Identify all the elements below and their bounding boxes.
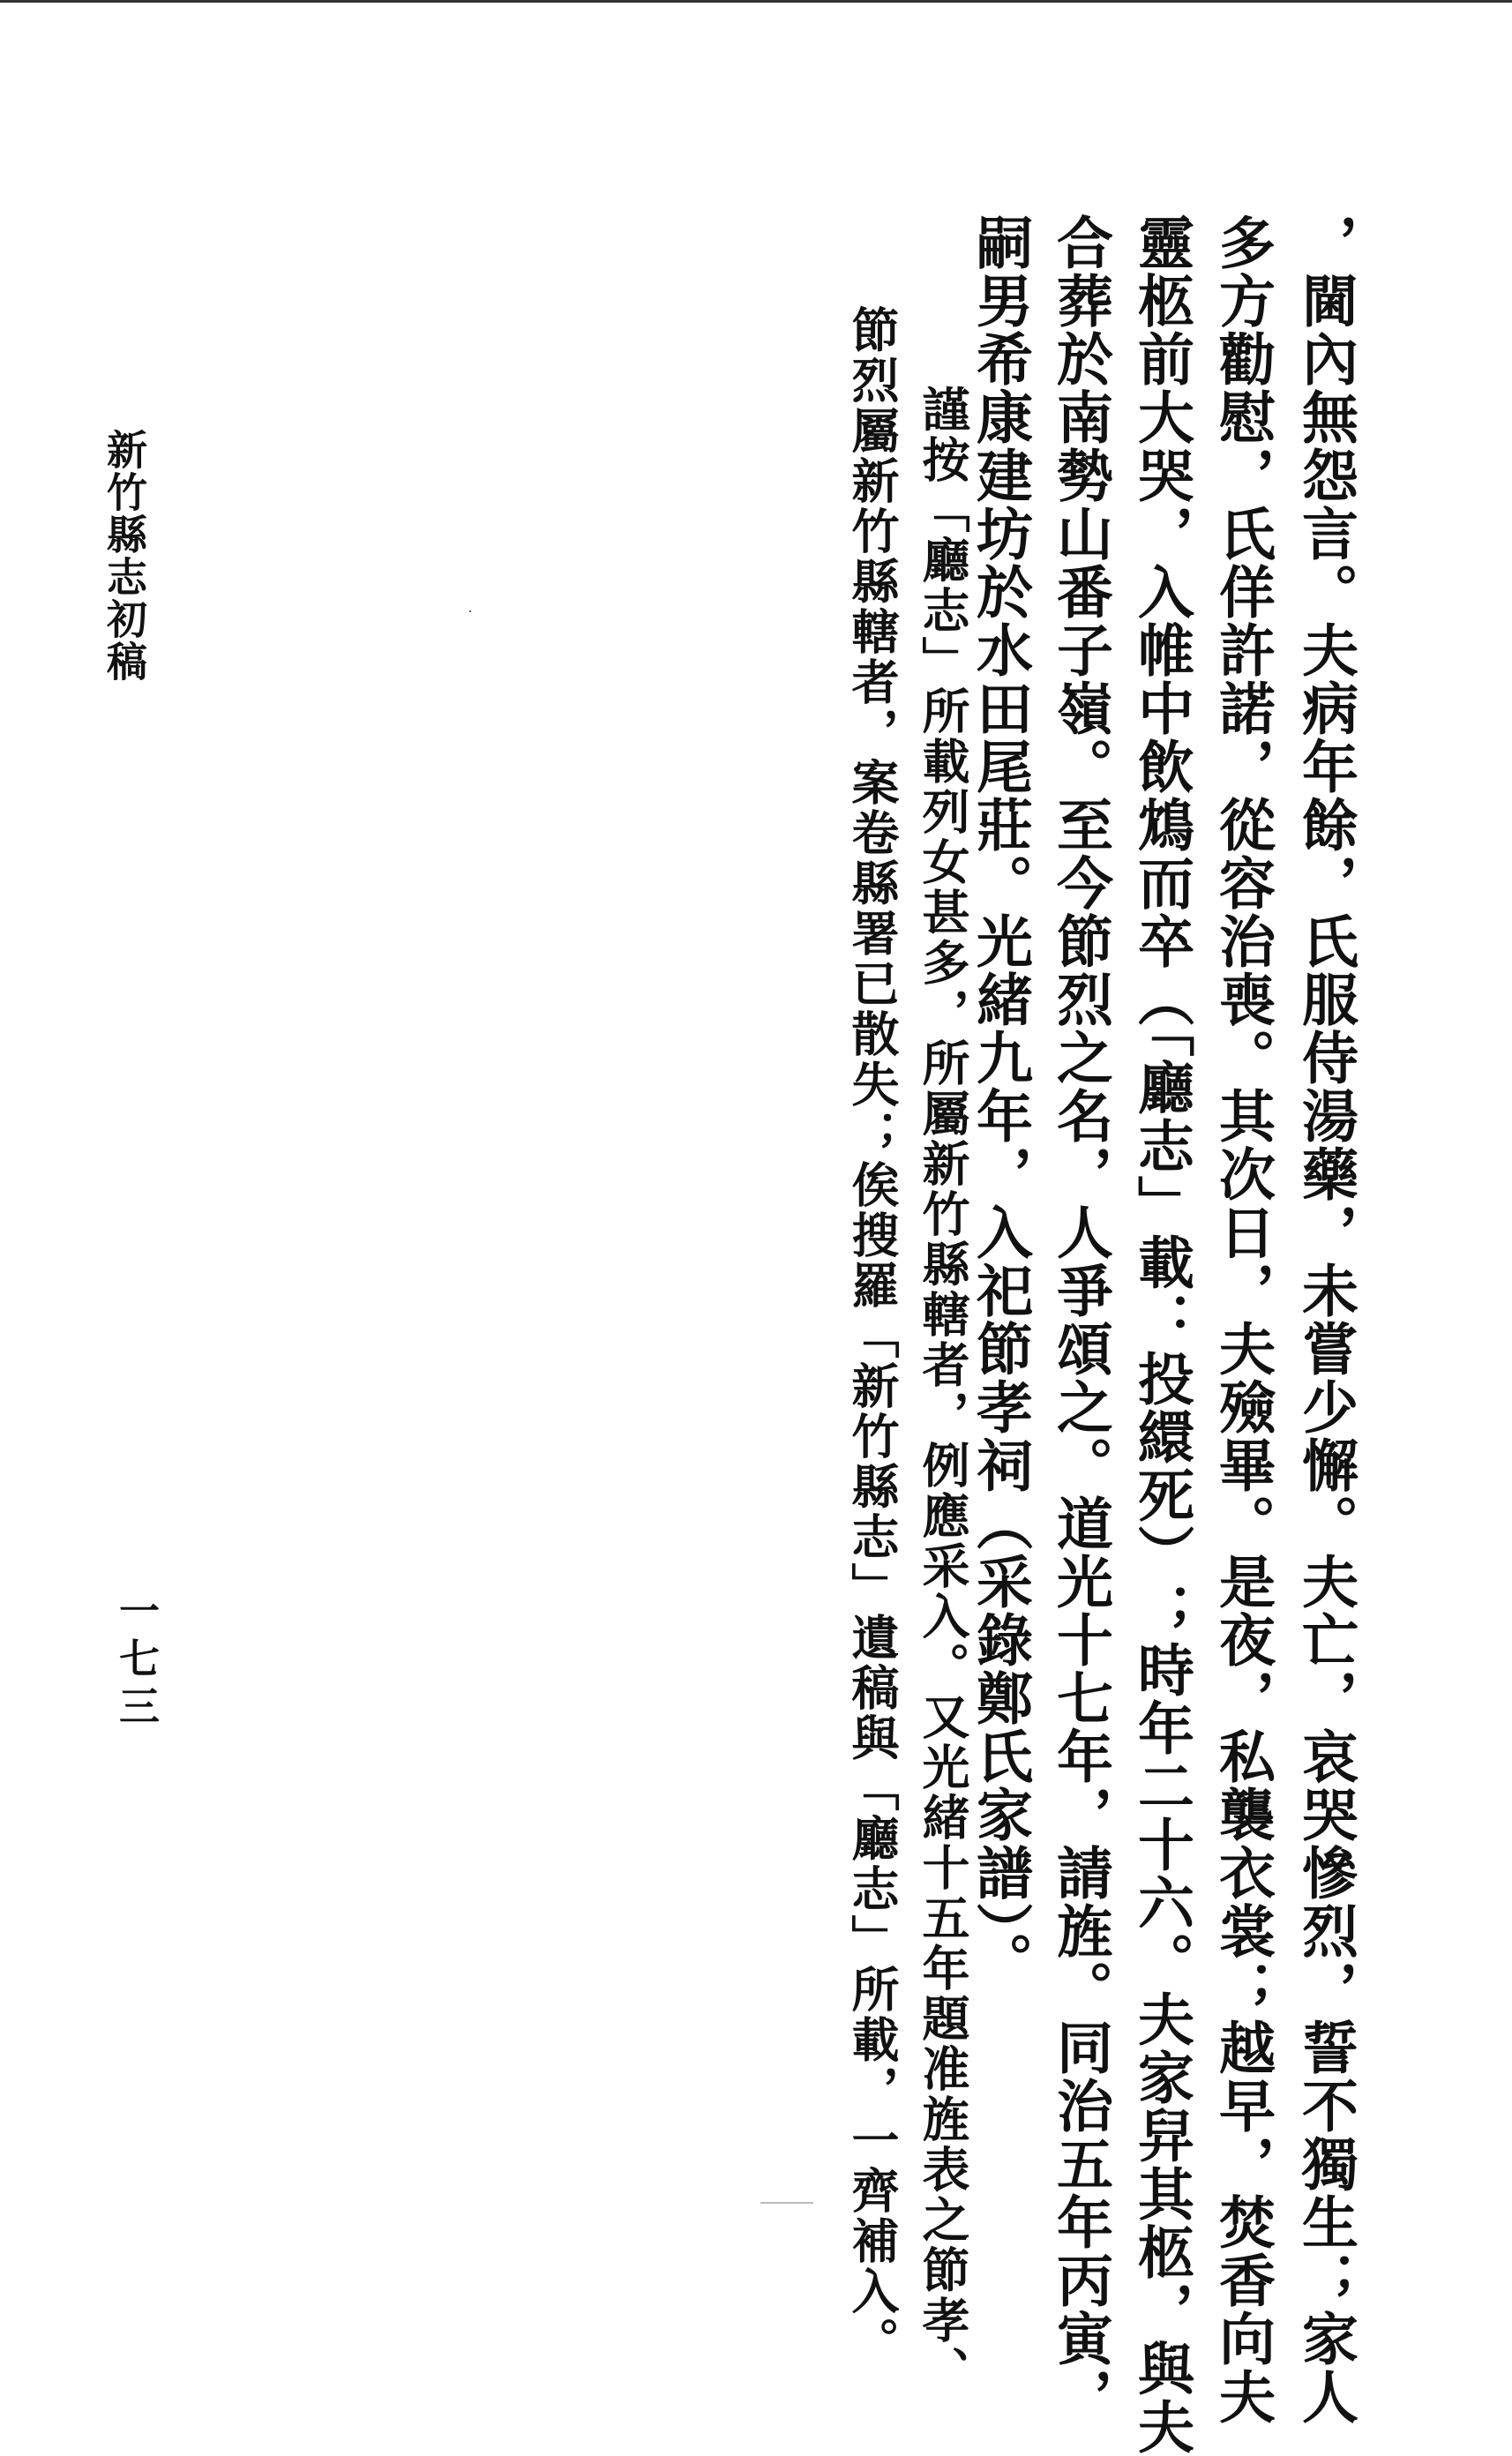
main-text-line-3: 靈柩前大哭，入帷中飲鴆而卒（「廳志」載：投繯死）；時年二十六。夫家舁其柩，與夫 bbox=[1128, 213, 1194, 2456]
main-text-line-5: 嗣男希康建坊於水田尾莊。光緒九年，入祀節孝祠（采錄鄭氏家譜）。 bbox=[967, 213, 1033, 1990]
top-border-line bbox=[0, 0, 1512, 3]
page-number: 一七三 bbox=[113, 1590, 161, 1733]
main-text-line-4: 合葬於南勢山番子嶺。至今節烈之名，人爭頌之。道光十七年，請旌。同治五年丙寅， bbox=[1047, 213, 1113, 2426]
scan-speck bbox=[760, 2202, 813, 2204]
main-text-line-2: 多方勸慰，氏佯許諾，從容治喪。其次日，夫殮畢。是夜，私襲衣裳；越早，焚香向夫 bbox=[1209, 213, 1276, 2426]
main-text-line-1: ，閫內無怨言。夫病年餘，氏服侍湯藥，未嘗少懈。夫亡，哀哭慘烈，誓不獨生；家人 bbox=[1292, 213, 1359, 2426]
scan-speck bbox=[469, 610, 471, 612]
running-title: 新竹縣志初稿 bbox=[101, 429, 148, 683]
note-line-2: 節烈屬新竹縣轄者，案卷縣署已散失；俟搜羅「新竹縣志」遺稿與「廳志」所載，一齊補入。 bbox=[844, 305, 901, 2367]
note-line-1: 謹按「廳志」所載列女甚多，所屬新竹縣轄者，例應采入。又光緒十五年題准旌表之節孝、 bbox=[915, 385, 971, 2396]
